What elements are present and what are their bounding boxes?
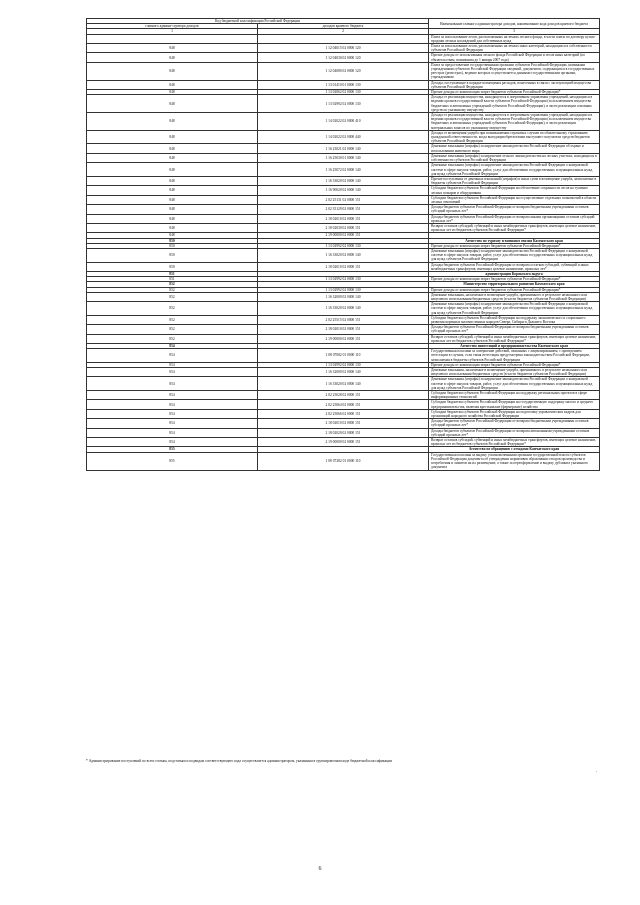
table-row <box>87 223 600 232</box>
revenue-name-cell: Доходы бюджетов субъектов Российской Федерации от возврата иными организациями остатков субсидий прошлых лет* <box>429 214 600 223</box>
table-row <box>87 34 600 43</box>
table-row <box>87 214 600 223</box>
revenue-code-cell: 2 02 25028 02 0000 151 <box>258 391 429 400</box>
table-row <box>87 419 600 428</box>
table-row <box>87 409 600 418</box>
revenue-code-cell: 1 16 25072 02 0000 140 <box>258 163 429 177</box>
header-name-column: Наименование главного администратора доходов, наименование кода доходов краевого бюджета <box>429 19 600 29</box>
table-row <box>87 80 600 89</box>
revenue-code-cell: 2 18 02010 02 0000 151 <box>258 262 429 271</box>
revenue-name-cell: Денежные взыскания, налагаемые в возмещение ущерба, причиненного в результате незаконного или нецелевого использования бюджетных средств (в части бюджетов субъектов Российской Федерации) <box>429 368 600 377</box>
revenue-code-cell: 2 02 25515 02 0000 151 <box>258 315 429 324</box>
column-number: 1 <box>87 29 258 34</box>
admin-code-cell: 854 <box>87 409 258 418</box>
revenue-name-cell: Возврат остатков субсидий, субвенций и иных межбюджетных трансфертов, имеющих целевое назначение, прошлых лет из бюджетов субъектов Российской Федерации* <box>429 438 600 447</box>
revenue-code-cell: 1 13 02992 02 0000 130 <box>258 277 429 282</box>
revenue-code-cell: 2 19 00000 02 0000 151 <box>258 233 429 238</box>
admin-code-cell: 848 <box>87 195 258 204</box>
revenue-name-cell: Агентство по обращению с отходами Камчатского края <box>429 447 600 452</box>
revenue-name-cell: Денежные взыскания (штрафы) за нарушение лесного законодательства на лесных участках, находящихся в собственности субъектов Российской Федерации <box>429 153 600 162</box>
admin-code-cell: 852 <box>87 292 258 301</box>
admin-code-cell: 848 <box>87 205 258 214</box>
admin-code-cell: 848 <box>87 214 258 223</box>
admin-code-cell: 854 <box>87 349 258 363</box>
admin-code-cell: 850 <box>87 248 258 262</box>
table-row <box>87 176 600 185</box>
revenue-name-cell: Субсидии бюджетам субъектов Российской Федерации на осуществление отдельных полномочий в области лесных отношений <box>429 195 600 204</box>
revenue-code-cell: 1 13 02992 02 0000 130 <box>258 243 429 248</box>
revenue-code-cell: 1 14 02022 02 0000 410 <box>258 113 429 131</box>
admin-code-cell: 850 <box>87 243 258 248</box>
admin-code-cell: 848 <box>87 176 258 185</box>
column-number: 3 <box>429 29 600 34</box>
revenue-code-cell: 1 16 33020 02 0000 140 <box>258 377 429 391</box>
revenue-name-cell: Доходы от возмещения ущерба при возникновении страховых случаев по обязательному страхованию гражданской ответственности, когда выгодоприобретателями выступают получатели средств бюджетов субъектов Российской Федерации <box>429 130 600 144</box>
revenue-name-cell: Доходы бюджетов субъектов Российской Федерации от возврата бюджетными учреждениями остатков субсидий прошлых лет* <box>429 419 600 428</box>
revenue-code-cell: 2 19 00000 02 0000 151 <box>258 438 429 447</box>
table-row <box>87 195 600 204</box>
revenue-name-cell: Прочие доходы от компенсации затрат бюджетов субъектов Российской Федерации* <box>429 287 600 292</box>
revenue-code-cell: 2 18 02010 02 0000 151 <box>258 325 429 334</box>
admin-code-cell: 848 <box>87 90 258 95</box>
revenue-code-cell: 2 18 02010 02 0000 151 <box>258 214 429 223</box>
stray-mark: . <box>596 769 598 774</box>
revenue-name-cell: Доходы бюджетов субъектов Российской Федерации от возврата остатков субсидий, субвенций и иных межбюджетных трансфертов, имеющих целевое назначение, прошлых лет* <box>429 262 600 271</box>
header-code-column: доходов краевого бюджета <box>258 24 429 29</box>
admin-code-cell: 852 <box>87 334 258 343</box>
admin-code-cell: 852 <box>87 325 258 334</box>
table-row <box>87 452 600 470</box>
table-row <box>87 95 600 113</box>
revenue-code-cell: 1 13 02062 02 0000 130 <box>258 90 429 95</box>
admin-code-cell: 851 <box>87 277 258 282</box>
table-row <box>87 315 600 324</box>
table-row <box>87 186 600 195</box>
revenue-name-cell: Возврат остатков субсидий, субвенций и иных межбюджетных трансфертов, имеющих целевое назначение, прошлых лет из бюджетов субъектов Российской Федерации* <box>429 334 600 343</box>
revenue-code-cell: 1 16 32000 02 0000 140 <box>258 292 429 301</box>
revenue-code-cell: 1 16 25030 01 0000 140 <box>258 153 429 162</box>
revenue-name-cell: Прочие доходы от компенсации затрат бюджетов субъектов Российской Федерации* <box>429 362 600 367</box>
table-row <box>87 113 600 131</box>
revenue-code-cell: 2 18 02020 02 0000 151 <box>258 428 429 437</box>
revenue-code-cell: 1 12 04015 02 0000 120 <box>258 44 429 53</box>
revenue-name-cell: Прочие поступления от денежных взысканий (штрафов) и иных сумм в возмещение ущерба, зачисляемые в бюджеты субъектов Российской Федерации <box>429 176 600 185</box>
admin-code-cell: 854 <box>87 438 258 447</box>
revenue-name-cell: Государственная пошлина за выдачу уполномоченными органами государственной власти субъектов Российской Федерации документа об утверждении нормативов образования отходов производства и потребления и лимитов на их размещение, а также за переоформление и выдачу дубликата указанного документа <box>429 452 600 470</box>
revenue-name-cell: Субсидии бюджетам субъектов Российской Федерации на подготовку управленческих кадров для организаций народного хозяйства Российской Федерации <box>429 409 600 418</box>
revenue-name-cell: администрация Корякского округа <box>429 271 600 276</box>
admin-code-cell: 855 <box>87 452 258 470</box>
table-row <box>87 334 600 343</box>
revenue-name-cell: Агентство инвестиций и предпринимательства Камчатского края <box>429 344 600 349</box>
revenue-code-cell: 1 13 02992 02 0000 130 <box>258 95 429 113</box>
revenue-name-cell: Денежные взыскания (штрафы) за нарушение законодательства Российской Федерации о контрактной системе в сфере закупок товаров, работ, услуг для обеспечения государственных и муниципальных нужд для нужд субъектов Российской Федерации <box>429 377 600 391</box>
admin-code-cell: 854 <box>87 344 258 349</box>
table-row <box>87 325 600 334</box>
admin-code-cell: 854 <box>87 400 258 409</box>
revenue-code-cell: 1 13 02992 02 0000 130 <box>258 287 429 292</box>
admin-code-cell: 848 <box>87 233 258 238</box>
table-row <box>87 391 600 400</box>
admin-code-cell <box>87 34 258 43</box>
admin-code-cell: 852 <box>87 287 258 292</box>
admin-code-cell: 852 <box>87 282 258 287</box>
revenue-code-cell: 2 02 25064 02 0000 151 <box>258 400 429 409</box>
revenue-name-cell: Доходы бюджетов субъектов Российской Федерации от возврата автономными учреждениями остатков субсидий прошлых лет* <box>429 428 600 437</box>
table-row <box>87 377 600 391</box>
revenue-code-cell: 1 14 02022 02 0000 440 <box>258 130 429 144</box>
revenue-code-cell: 1 16 33020 02 0000 140 <box>258 176 429 185</box>
revenue-name-cell: Плата за использование лесов, расположенных на землях иных категорий, находящихся в собственности субъектов Российской Федерации <box>429 44 600 53</box>
revenue-name-cell: Денежные взыскания, налагаемые в возмещение ущерба, причиненного в результате незаконного или нецелевого использования бюджетных средств (в части бюджетов субъектов Российской Федерации) <box>429 292 600 301</box>
admin-code-cell: 854 <box>87 419 258 428</box>
admin-code-cell: 852 <box>87 302 258 316</box>
table-row <box>87 400 600 409</box>
table-row <box>87 53 600 62</box>
table-body <box>87 34 600 470</box>
revenue-code-cell: 1 12 04080 02 0000 120 <box>258 62 429 80</box>
revenue-name-cell: Плата за предоставление государственными органами субъектов Российской Федерации, казенными учреждениями субъектов Российской Федерации сведений, документов, содержащихся в государственных реестрах (регистрах), ведение которых осуществляется данными государственными органами, учреждениями <box>429 62 600 80</box>
revenue-name-cell: Субсидии бюджетам субъектов Российской Федерации на обеспечение сохранности лесов на тушение лесных пожаров и оборудования <box>429 186 600 195</box>
table-row <box>87 163 600 177</box>
admin-code-cell: 848 <box>87 186 258 195</box>
revenue-name-cell: Субсидии бюджетам субъектов Российской Федерации на поддержку региональных проектов в сфере информационных технологий <box>429 391 600 400</box>
admin-code-cell: 848 <box>87 80 258 89</box>
table-row <box>87 130 600 144</box>
revenue-name-cell: Доходы бюджетов субъектов Российской Федерации от возврата бюджетными учреждениями остатков субсидий прошлых лет* <box>429 205 600 214</box>
revenue-codes-table <box>86 18 600 471</box>
revenue-name-cell: Денежные взыскания (штрафы) за нарушение законодательства Российской Федерации о контрактной системе в сфере закупок товаров, работ, услуг для обеспечения государственных и муниципальных нужд для нужд субъектов Российской Федерации <box>429 248 600 262</box>
footnote: * Администрирование поступлений по всем статьям, подстатьям и подвидам соответствующего кода осуществляется администратором, указанным в группировочном коде бюджетной классификации <box>86 759 392 763</box>
revenue-code-cell: 1 16 32000 02 0000 140 <box>258 368 429 377</box>
admin-code-cell: 854 <box>87 377 258 391</box>
revenue-name-cell: Денежные взыскания (штрафы) за нарушение законодательства Российской Федерации об охране и использовании животного мира <box>429 144 600 153</box>
revenue-code-cell: 1 08 07082 01 0000 110 <box>258 349 429 363</box>
revenue-name-cell: Субсидии бюджетам субъектов Российской Федерации на государственную поддержку малого и среднего предпринимательства, включая крестьянские (фермерские) хозяйства <box>429 400 600 409</box>
admin-code-cell: 848 <box>87 95 258 113</box>
admin-code-cell: 848 <box>87 53 258 62</box>
table-row <box>87 292 600 301</box>
revenue-name-cell: Прочие доходы от компенсации затрат бюджетов субъектов Российской Федерации* <box>429 277 600 282</box>
table-row <box>87 248 600 262</box>
header-group-title: Код бюджетной классификации Российской Федерации <box>87 19 429 24</box>
admin-code-cell: 848 <box>87 163 258 177</box>
admin-code-cell: 848 <box>87 130 258 144</box>
revenue-name-cell: Возврат остатков субсидий, субвенций и иных межбюджетных трансфертов, имеющих целевое назначение, прошлых лет из бюджетов субъектов Российской Федерации* <box>429 223 600 232</box>
revenue-code-cell: 2 19 00000 02 0000 151 <box>258 334 429 343</box>
admin-code-cell: 851 <box>87 271 258 276</box>
column-number: 2 <box>258 29 429 34</box>
table-row <box>87 302 600 316</box>
revenue-name-cell: Министерство территориального развития Камчатского края <box>429 282 600 287</box>
header-admin-column: главного админи-стратора доходов <box>87 24 258 29</box>
revenue-name-cell: Доходы бюджетов субъектов Российской Федерации от возврата бюджетными учреждениями остатков субсидий прошлых лет* <box>429 325 600 334</box>
revenue-name-cell: Денежные взыскания (штрафы) за нарушение законодательства Российской Федерации о контрактной системе в сфере закупок товаров, работ, услуг для обеспечения государственных и муниципальных нужд для нужд субъектов Российской Федерации <box>429 302 600 316</box>
revenue-code-cell: 2 18 02010 02 0000 151 <box>258 419 429 428</box>
revenue-code-cell <box>258 34 429 43</box>
revenue-code-cell: 1 16 23021 02 0000 140 <box>258 144 429 153</box>
table-row <box>87 62 600 80</box>
admin-code-cell: 848 <box>87 44 258 53</box>
revenue-name-cell: Прочие доходы от компенсации затрат бюджетов субъектов Российской Федерации* <box>429 90 600 95</box>
admin-code-cell: 848 <box>87 144 258 153</box>
table-row <box>87 438 600 447</box>
revenue-name-cell: Прочие доходы от использования лесного фонда Российской Федерации и лесов иных категорий (по обязательствам, возникшим до 1 января 2007 года) <box>429 53 600 62</box>
table-row <box>87 428 600 437</box>
admin-code-cell: 854 <box>87 428 258 437</box>
revenue-code-cell: 1 16 33020 02 0000 140 <box>258 302 429 316</box>
admin-code-cell: 854 <box>87 368 258 377</box>
admin-code-cell: 848 <box>87 223 258 232</box>
admin-code-cell: 850 <box>87 238 258 243</box>
table-row <box>87 368 600 377</box>
revenue-code-cell: 1 13 01410 01 0000 130 <box>258 80 429 89</box>
revenue-code-cell: 1 13 02992 02 0000 130 <box>258 362 429 367</box>
table-row <box>87 205 600 214</box>
table-row <box>87 349 600 363</box>
admin-code-cell: 854 <box>87 362 258 367</box>
admin-code-cell: 850 <box>87 262 258 271</box>
revenue-name-cell: Доходы, поступающие в порядке возмещения расходов, понесенных в связи с эксплуатацией имущества субъектов Российской Федерации <box>429 80 600 89</box>
revenue-name-cell: Доходы от реализации имущества, находящегося в оперативном управлении учреждений, находящихся в ведении органов государственной власти субъектов Российской Федерации (за исключением имущества бюджетных и автономных учреждений субъектов Российской Федерации), в части реализации основных средств по указанному имуществу <box>429 95 600 113</box>
admin-code-cell: 848 <box>87 153 258 162</box>
revenue-name-cell: Прочие доходы от компенсации затрат бюджетов субъектов Российской Федерации* <box>429 243 600 248</box>
revenue-code-cell: 2 02 35129 02 0000 151 <box>258 205 429 214</box>
revenue-code-cell: 1 16 33020 02 0000 140 <box>258 248 429 262</box>
revenue-name-cell: Агентство по туризму и внешним связям Камчатского края <box>429 238 600 243</box>
revenue-name-cell: Денежные взыскания (штрафы) за нарушение законодательства Российской Федерации о контрактной системе в сфере закупок товаров, работ, услуг для обеспечения государственных и муниципальных нужд для нужд субъектов Российской Федерации <box>429 163 600 177</box>
revenue-name-cell: Доходы от реализации имущества, находящегося в оперативном управлении учреждений, находящихся в ведении органов государственной власти субъектов Российской Федерации (за исключением имущества бюджетных и автономных учреждений субъектов Российской Федерации), в части реализации материальных запасов по указанному имуществу <box>429 113 600 131</box>
table-row <box>87 44 600 53</box>
revenue-code-cell: 2 18 02030 02 0000 151 <box>258 223 429 232</box>
revenue-code-cell: 2 02 25066 02 0000 151 <box>258 409 429 418</box>
table-row <box>87 153 600 162</box>
revenue-code-cell: 2 02 25131 02 0000 151 <box>258 195 429 204</box>
revenue-code-cell: 1 16 90020 02 0000 140 <box>258 186 429 195</box>
page-number: 6 <box>318 866 322 872</box>
admin-code-cell: 855 <box>87 447 258 452</box>
revenue-name-cell: Государственная пошлина за совершение действий, связанных с лицензированием, с проведением аттестации в случаях, если такая аттестация предусмотрена законодательством Российской Федерации, зачисляемая в бюджеты субъектов Российской Федерации <box>429 349 600 363</box>
table-row <box>87 262 600 271</box>
table-row <box>87 144 600 153</box>
admin-code-cell: 848 <box>87 113 258 131</box>
revenue-code-cell: 1 08 07282 01 0000 110 <box>258 452 429 470</box>
revenue-name-cell: Плата за использование лесов, расположенных на землях лесного фонда, в части платы по договору купли-продажи лесных насаждений для собственных нужд <box>429 34 600 43</box>
revenue-code-cell: 1 12 04030 02 0000 120 <box>258 53 429 62</box>
revenue-name-cell: Субсидии бюджетам субъектов Российской Федерации на поддержку экономического и социального развития коренных малочисленных народов Севера, Сибири и Дальнего Востока <box>429 315 600 324</box>
admin-code-cell: 852 <box>87 315 258 324</box>
admin-code-cell: 854 <box>87 391 258 400</box>
admin-code-cell: 848 <box>87 62 258 80</box>
